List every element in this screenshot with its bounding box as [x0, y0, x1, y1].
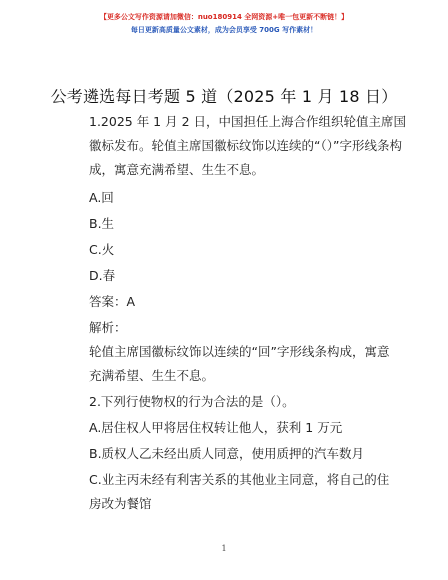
- q1-option-a: A.回: [89, 190, 114, 205]
- q1-analysis-label: 解析：: [89, 320, 127, 335]
- page-number: 1: [221, 544, 227, 553]
- q2-option-a: A.居住权人甲将居住权转让他人，获利 1 万元: [89, 420, 343, 435]
- q1-option-b: B.生: [89, 216, 115, 231]
- q2-option-c-line-1: C.业主丙未经有利害关系的其他业主同意，将自己的住: [89, 472, 390, 487]
- q1-analysis-line-2: 充满希望、生生不息。: [89, 368, 215, 383]
- q1-stem-line-1: 1.2025 年 1 月 2 日，中国担任上海合作组织轮值主席国: [89, 114, 407, 129]
- q1-stem-line-3: 成，寓意充满希望、生生不息。: [89, 162, 265, 177]
- q2-option-c-line-2: 房改为餐馆: [89, 496, 152, 511]
- q1-answer: 答案：A: [89, 294, 136, 309]
- q1-option-d: D.春: [89, 268, 116, 283]
- banner-line-1: 【更多公文写作资源请加微信：nuo180914 全网资源+唯一包更新不断链！】: [99, 13, 349, 21]
- q1-option-c: C.火: [89, 242, 115, 257]
- header-banner: [0, 12, 448, 36]
- q1-stem-line-2: 徽标发布。轮值主席国徽标纹饰以连续的“（）”字形线条构: [89, 138, 402, 153]
- banner-line-2: 每日更新高质量公文素材，成为会员享受 700G 写作素材！: [130, 26, 318, 34]
- q2-option-b: B.质权人乙未经出质人同意，使用质押的汽车数月: [89, 446, 365, 461]
- q2-stem: 2.下列行使物权的行为合法的是（）。: [89, 394, 295, 409]
- q1-analysis-line-1: 轮值主席国徽标纹饰以连续的“回”字形线条构成，寓意: [89, 344, 390, 359]
- page-title: 公考遴选每日考题 5 道（2025 年 1 月 18 日）: [50, 87, 398, 106]
